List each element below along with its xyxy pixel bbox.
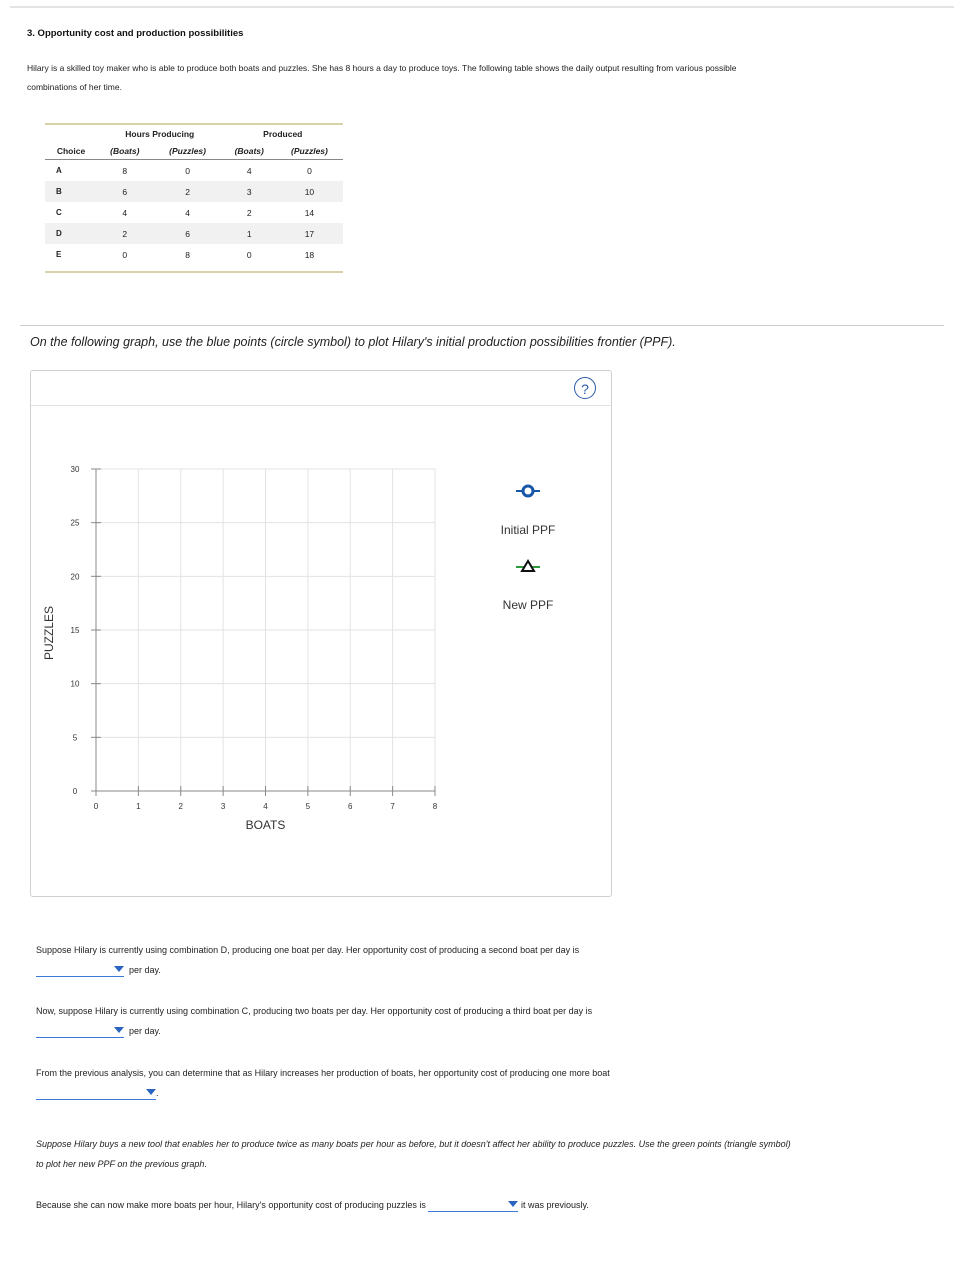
q2-dropdown[interactable]	[36, 1025, 124, 1038]
table-row	[45, 223, 343, 244]
cell-puzzles: 17	[276, 223, 343, 244]
question-4: Suppose Hilary buys a new tool that enables her to produce twice as many boats per hour as before, but it doesn't affect her ability to produce puzzles. Use the green points (triangle symbol) to plot her new PPF on the previous graph.	[36, 1139, 791, 1169]
header-produced: Produced	[263, 128, 303, 139]
x-tick-label: 8	[432, 802, 438, 811]
question-5-text: Because she can now make more boats per hour, Hilary's opportunity cost of producing puzzles is	[36, 1200, 426, 1210]
table-row	[45, 181, 343, 202]
table-bottom-rule	[45, 271, 343, 273]
cell-choice: A	[56, 166, 62, 175]
cell-puzzles: 10	[276, 181, 343, 202]
cell-hours-puzzles: 8	[185, 249, 190, 260]
chevron-down-icon	[508, 1201, 518, 1207]
x-tick-label: 5	[305, 802, 311, 811]
x-axis-title: BOATS	[245, 818, 286, 832]
header-choice: Choice	[45, 142, 97, 160]
cell-hours-boats: 0	[122, 249, 128, 260]
intro-paragraph: Hilary is a skilled toy maker who is able to produce both boats and puzzles. She has 8 hours a day to produce toys. The following table shows the daily output resulting from various possible combinations of her time.	[27, 63, 737, 92]
x-tick-label: 4	[263, 802, 268, 811]
cell-hours-boats: 2	[97, 223, 153, 244]
cell-boats: 0	[246, 249, 252, 260]
cell-boats: 3	[223, 181, 276, 202]
question-1	[36, 940, 756, 980]
cell-choice: E	[56, 250, 62, 259]
question-5	[36, 1195, 796, 1215]
y-tick-label: 15	[70, 626, 80, 635]
cell-hours-boats: 6	[97, 181, 153, 202]
cell-puzzles: 18	[304, 249, 315, 260]
y-tick-label: 10	[70, 679, 80, 689]
question-1-suffix: per day.	[129, 965, 161, 975]
x-tick-label: 6	[348, 802, 353, 811]
q5-dropdown[interactable]	[428, 1199, 518, 1212]
question-1-text: Suppose Hilary is currently using combination D, producing one boat per day. Her opportunity cost of producing a second boat per day is	[36, 945, 580, 955]
top-divider	[10, 6, 954, 8]
table-row	[45, 202, 343, 223]
cell-puzzles: 0	[307, 165, 312, 176]
cell-puzzles: 14	[304, 207, 315, 218]
cell-boats: 4	[246, 165, 252, 176]
chevron-down-icon	[146, 1089, 156, 1095]
table-row	[45, 160, 343, 182]
cell-hours-puzzles: 0	[185, 165, 190, 176]
y-axis-title: PUZZLES	[42, 605, 56, 661]
section-divider	[20, 325, 944, 326]
production-table	[45, 123, 343, 273]
cell-hours-puzzles: 6	[153, 223, 223, 244]
header-hours-boats: (Boats)	[97, 142, 153, 160]
cell-boats: 1	[223, 223, 276, 244]
question-5-suffix: it was previously.	[520, 1200, 589, 1210]
y-tick-label: 20	[70, 572, 80, 582]
chevron-down-icon	[114, 966, 124, 972]
section-title: 3. Opportunity cost and production possibilities	[27, 28, 244, 39]
cell-hours-boats: 4	[122, 207, 128, 218]
question-2-text: Now, suppose Hilary is currently using combination C, producing two boats per day. Her opportunity cost of producing a third boat per day is	[36, 1006, 593, 1016]
x-tick-label: 0	[93, 802, 99, 811]
help-button[interactable]: ?	[574, 377, 596, 399]
question-3-suffix: .	[156, 1088, 159, 1098]
circle-marker-icon[interactable]	[523, 486, 533, 496]
chevron-down-icon	[114, 1027, 124, 1033]
cell-choice: C	[56, 208, 62, 217]
legend-label-new-ppf: New PPF	[502, 598, 554, 612]
y-tick-label: 25	[70, 518, 80, 528]
ppf-graph[interactable]	[31, 371, 611, 896]
x-tick-label: 7	[390, 802, 395, 811]
cell-choice: D	[45, 223, 97, 244]
header-hours-producing: Hours Producing	[125, 128, 195, 139]
y-tick-label: 0	[72, 787, 78, 796]
x-tick-label: 1	[136, 802, 141, 811]
y-tick-label: 5	[72, 733, 78, 743]
table-row	[45, 244, 343, 265]
legend-label-initial-ppf: Initial PPF	[500, 523, 556, 537]
cell-hours-puzzles: 4	[185, 207, 190, 218]
header-produced-puzzles: (Puzzles)	[276, 142, 343, 160]
question-3-text: From the previous analysis, you can determine that as Hilary increases her production of boats, her opportunity cost of producing one more boat	[36, 1068, 610, 1078]
y-tick-label: 30	[70, 465, 80, 474]
q1-dropdown[interactable]	[36, 964, 124, 977]
question-3	[36, 1063, 796, 1103]
cell-choice: B	[45, 181, 97, 202]
cell-boats: 2	[246, 207, 252, 218]
cell-hours-puzzles: 2	[153, 181, 223, 202]
question-2	[36, 1001, 776, 1041]
graph-instruction: On the following graph, use the blue points (circle symbol) to plot Hilary's initial production possibilities frontier (PPF).	[30, 335, 676, 349]
graph-panel	[30, 370, 612, 897]
question-2-suffix: per day.	[129, 1026, 161, 1036]
cell-hours-boats: 8	[122, 165, 128, 176]
x-tick-label: 3	[220, 802, 226, 811]
x-tick-label: 2	[178, 802, 183, 811]
q3-dropdown[interactable]	[36, 1087, 156, 1100]
header-hours-puzzles: (Puzzles)	[153, 142, 223, 160]
header-produced-boats: (Boats)	[223, 142, 276, 160]
